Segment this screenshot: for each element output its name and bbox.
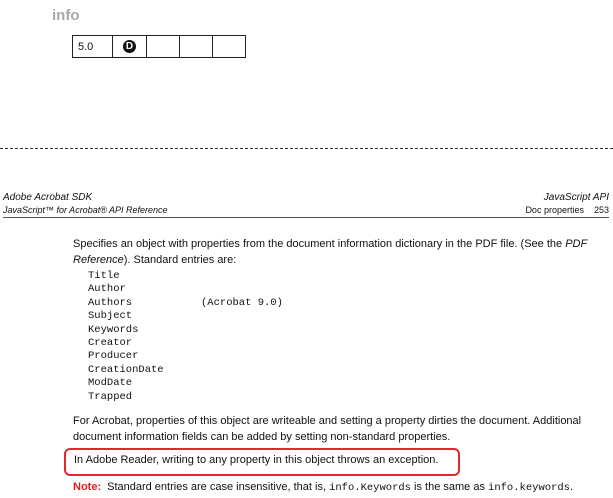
entry-name: Author [88, 283, 126, 296]
note-line [73, 480, 573, 495]
list-item [88, 296, 283, 310]
list-item [88, 350, 164, 363]
note-label: Note: [73, 481, 102, 493]
section-title: info [52, 7, 80, 24]
note-text-3: . [569, 481, 574, 493]
list-item [88, 364, 164, 377]
entry-version-note: (Acrobat 9.0) [201, 296, 283, 309]
standard-entries-list [88, 270, 283, 404]
list-item [88, 283, 164, 296]
empty-cell-1 [147, 36, 180, 58]
page-break-divider [0, 148, 613, 149]
entry-name: Subject [88, 310, 133, 323]
list-item [88, 337, 164, 350]
entry-name: CreationDate [88, 363, 164, 376]
note-code-2: info.keywords [488, 482, 570, 494]
header-section-name: Doc properties [525, 205, 584, 215]
header-rule [3, 217, 609, 218]
page-number: 253 [593, 205, 609, 215]
list-item [88, 270, 164, 283]
note-text-1: Standard entries are case insensitive, that is, [107, 481, 330, 493]
entry-name: Title [88, 270, 120, 282]
note-code-1: info.Keywords [329, 482, 411, 494]
list-item [88, 324, 164, 337]
intro-paragraph [73, 236, 603, 268]
intro-text-2: ). Standard entries are: [123, 254, 237, 266]
badge-cell [113, 36, 147, 58]
entry-name: Authors [88, 296, 133, 309]
header-api-title: JavaScript API [543, 192, 609, 203]
acrobat-paragraph: For Acrobat, properties of this object are writeable and setting a property dirties the document. Additional document information fields can be added by setting non-standard properties. [73, 415, 582, 443]
list-item [88, 377, 164, 390]
entry-name: Keywords [88, 323, 139, 336]
note-text-2: is the same as [410, 481, 489, 493]
list-item [88, 391, 164, 404]
header-section-page [525, 205, 609, 215]
reader-paragraph: In Adobe Reader, writing to any property in this object throws an exception. [74, 454, 439, 466]
document-d-icon: D [123, 40, 136, 53]
version-table [72, 35, 246, 58]
list-item [88, 310, 164, 323]
version-cell: 5.0 [73, 36, 113, 58]
entry-name: Producer [88, 350, 139, 363]
header-reference-title: JavaScript™ for Acrobat® API Reference [3, 205, 168, 215]
intro-text-1: Specifies an object with properties from the document information dictionary in the PDF file. (See the [73, 238, 566, 250]
empty-cell-3 [213, 36, 246, 58]
header-sdk-title: Adobe Acrobat SDK [3, 192, 93, 203]
entry-name: Trapped [88, 390, 133, 403]
entry-name: ModDate [88, 377, 133, 390]
pdf-reference-link-text: PDF Reference [73, 238, 587, 266]
empty-cell-2 [180, 36, 213, 58]
entry-name: Creator [88, 337, 133, 350]
